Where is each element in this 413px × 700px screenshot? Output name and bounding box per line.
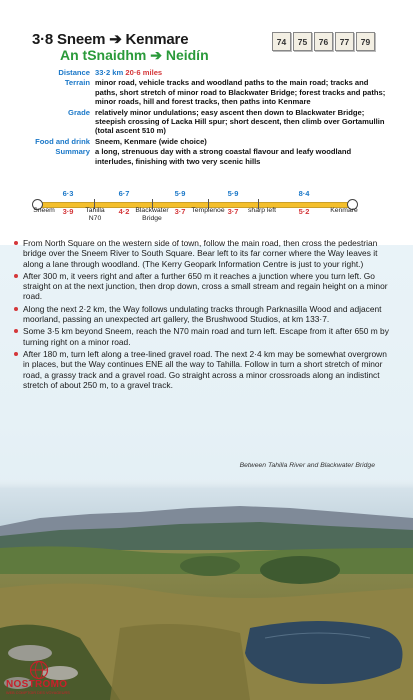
info-row-food — [30, 137, 390, 146]
distance-miles: 20·6 miles — [125, 68, 163, 77]
paragraph: After 300 m, it veers right and after a further 650 m it reaches a junction where you turn left. Go straight on at the next junction, then drop down, cross a small stream and regain height on a minor road. — [14, 271, 390, 302]
watermark-name: NOSTROMO — [6, 679, 68, 690]
segment-miles: 5·2 — [298, 207, 310, 216]
segment-miles: 3·7 — [174, 207, 186, 216]
segment-km: 6·7 — [118, 189, 130, 198]
globe-icon — [24, 660, 54, 680]
stage-header — [0, 0, 413, 245]
place-label: Sneem — [33, 207, 55, 214]
place-label: sharp left — [248, 207, 276, 214]
route-description — [14, 238, 390, 392]
paragraph: Along the next 2·2 km, the Way follows undulating tracks through Parknasilla Wood and adjacent moorland, passing an unexpected art gallery, the Brushwood Studios, at km 133·7. — [14, 304, 390, 325]
paragraph: From North Square on the western side of town, follow the main road, then cross the pedestrian bridge over the Sneem River to South Square. Bear left to its far corner where the Way leaves it along a lane through woodland. (The Kerry Geopark Information Centre is just to your right.) — [14, 238, 390, 269]
food-label: Food and drink — [35, 136, 90, 146]
place-label: Blackwater Bridge — [135, 207, 169, 222]
summary-value: a long, strenuous day with a strong coastal flavour and leafy woodland interludes, finishing with two very scenic hills — [95, 147, 352, 166]
place-label: Templenoe — [191, 207, 225, 214]
segment-miles: 4·2 — [118, 207, 130, 216]
photo-caption: Between Tahilla River and Blackwater Bridge — [239, 462, 375, 469]
segment-km: 6·3 — [62, 189, 74, 198]
watermark-tagline: WEB COMPTOIR DES VOYAGEURS — [6, 691, 70, 695]
info-row-terrain — [30, 78, 390, 106]
segment-miles: 3·7 — [227, 207, 239, 216]
terrain-value: minor road, vehicle tracks and woodland paths to the main road; tracks and paths, short stretch of minor road to Blackwater Bridge; forest tracks and paths; minor roads, hill and forest tracks, then paths into Kenmare — [95, 78, 386, 107]
map-sheet-box: 75 — [293, 32, 312, 51]
map-sheet-box: 76 — [314, 32, 333, 51]
watermark-logo — [4, 660, 82, 700]
info-row-grade — [30, 108, 390, 136]
segment-km: 8·4 — [298, 189, 310, 198]
paragraph: After 180 m, turn left along a tree-lined gravel road. The next 2·4 km may be somewhat overgrown in places, but the Way continues ENE all the way to Tahilla. Follow in turn a short stretch of minor road, a grassy track and a gravel road. Go straight across a minor crossroads along an indistinct stretch of about 250 m, to a gravel track. — [14, 349, 390, 390]
info-row-summary — [30, 147, 390, 166]
stage-title: 3·8 Sneem ➔ Kenmare — [32, 31, 189, 48]
map-sheet-numbers — [272, 32, 375, 51]
map-sheet-box: 74 — [272, 32, 291, 51]
food-value: Sneem, Kenmare (wide choice) — [95, 136, 207, 146]
place-label: Kenmare — [330, 207, 358, 214]
distance-value — [95, 68, 162, 77]
terrain-label: Terrain — [64, 78, 90, 88]
stage-subtitle-irish: An tSnaidhm ➔ Neidín — [60, 47, 209, 63]
route-profile — [30, 185, 365, 225]
map-sheet-box: 77 — [335, 32, 354, 51]
summary-label: Summary — [55, 147, 90, 157]
distance-km: 33·2 km — [95, 68, 124, 77]
paragraph: Some 3·5 km beyond Sneem, reach the N70 main road and turn left. Escape from it after 650 m by turning right on a minor road. — [14, 326, 390, 347]
info-row-distance — [30, 68, 390, 77]
distance-label: Distance — [58, 68, 90, 77]
stage-info-table — [30, 68, 390, 167]
map-sheet-box: 79 — [356, 32, 375, 51]
segment-miles: 3·9 — [62, 207, 74, 216]
grade-value: relatively minor undulations; easy ascent then down to Blackwater Bridge; steepish crossing of Lacka Hill spur; short descent, then climb over Gortamullin (total ascent 510 m) — [95, 107, 385, 136]
segment-km: 5·9 — [227, 189, 239, 198]
segment-km: 5·9 — [174, 189, 186, 198]
place-label: Tahilla N70 — [85, 207, 105, 222]
grade-label: Grade — [68, 107, 90, 117]
